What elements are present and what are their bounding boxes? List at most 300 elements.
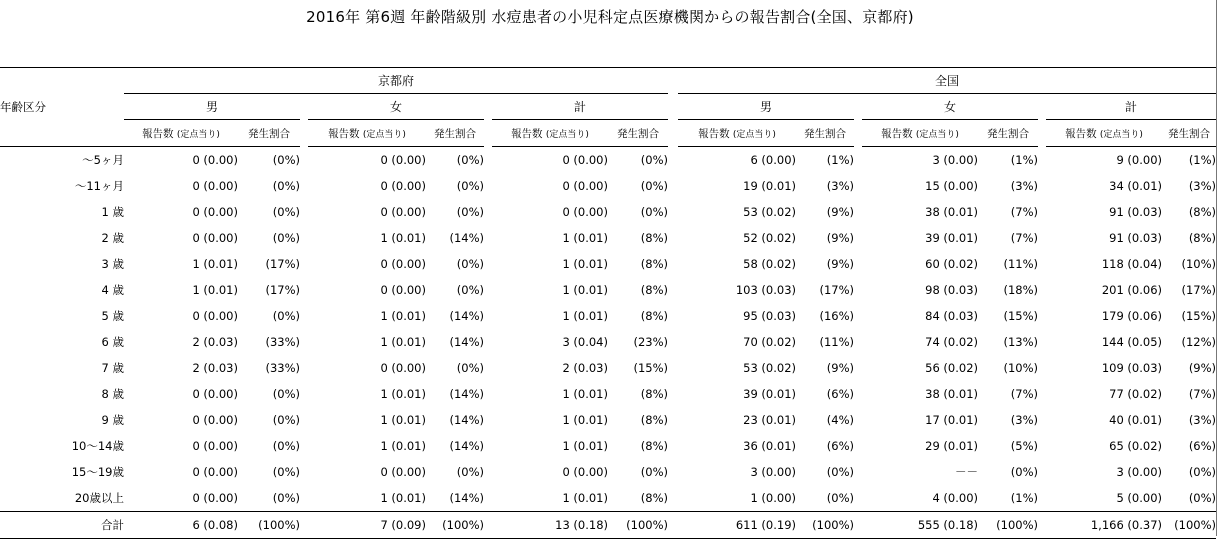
rate-cell: (8%) xyxy=(640,283,669,297)
gap-cell xyxy=(1038,173,1046,199)
gap-cell xyxy=(300,355,308,381)
rate-cell: (17%) xyxy=(819,283,855,297)
count-cell: 91 (0.03) xyxy=(1109,205,1163,219)
count-cell: 2 (0.03) xyxy=(192,335,238,349)
gap-cell xyxy=(300,277,308,303)
rate-cell: (8%) xyxy=(640,413,669,427)
count-cell: 1 (0.01) xyxy=(192,257,238,271)
rate-cell: (15%) xyxy=(633,361,669,375)
rate-cell: (8%) xyxy=(640,309,669,323)
table-row xyxy=(0,225,1216,251)
count-label: 報告数 xyxy=(1065,127,1097,140)
table-row xyxy=(0,433,1216,459)
rate-cell: (9%) xyxy=(826,257,855,271)
count-cell: 555 (0.18) xyxy=(862,512,978,539)
gap-cell xyxy=(1038,120,1046,147)
region-gap xyxy=(668,68,678,94)
rate-cell: (17%) xyxy=(265,257,300,271)
gap-cell xyxy=(668,512,678,539)
gap-cell xyxy=(484,251,492,277)
rate-cell: (14%) xyxy=(449,439,484,453)
table-row xyxy=(0,459,1216,485)
count-cell: 0 (0.00) xyxy=(380,361,426,375)
rate-cell: (9%) xyxy=(826,361,855,375)
rate-cell: (0%) xyxy=(272,387,300,401)
rate-cell: (7%) xyxy=(1010,231,1039,245)
gap-cell xyxy=(300,485,308,512)
rate-cell: (3%) xyxy=(1188,179,1217,193)
gap-cell xyxy=(484,225,492,251)
rate-cell: (0%) xyxy=(1188,465,1217,479)
rate-cell: (100%) xyxy=(426,512,484,539)
gap-cell xyxy=(300,147,308,174)
count-cell: 1 (0.01) xyxy=(562,491,608,505)
gap-cell xyxy=(1038,407,1046,433)
table-row xyxy=(0,485,1216,512)
gap-cell xyxy=(668,94,678,120)
rate-cell: (0%) xyxy=(272,309,300,323)
rate-cell: (16%) xyxy=(819,309,855,323)
age-cell: 20歳以上 xyxy=(74,491,124,505)
gap-cell xyxy=(484,433,492,459)
count-cell: 0 (0.00) xyxy=(192,153,238,167)
gap-cell xyxy=(854,407,862,433)
rate-cell: (11%) xyxy=(819,335,855,349)
age-cell: 合計 xyxy=(0,512,124,539)
sex-header: 男 xyxy=(678,94,854,120)
rate-cell: (9%) xyxy=(826,205,855,219)
table-row xyxy=(0,381,1216,407)
rate-cell: (0%) xyxy=(456,153,484,167)
age-cell: 10～14歳 xyxy=(71,439,124,453)
rate-cell: (18%) xyxy=(1003,283,1039,297)
gap-cell xyxy=(1038,199,1046,225)
count-cell: 0 (0.00) xyxy=(192,439,238,453)
page-title: 2016年 第6週 年齢階級別 水痘患者の小児科定点医療機関からの報告割合(全国、京都府) xyxy=(306,8,914,26)
gap-cell xyxy=(1038,485,1046,512)
rate-column-header: 発生割合 xyxy=(796,120,854,147)
count-cell: 13 (0.18) xyxy=(492,512,608,539)
age-cell: 7 歳 xyxy=(101,361,124,375)
count-cell: 1 (0.01) xyxy=(562,231,608,245)
count-column-header xyxy=(862,120,978,147)
rate-cell: (33%) xyxy=(265,361,300,375)
count-cell: 56 (0.02) xyxy=(925,361,979,375)
gap-cell xyxy=(484,199,492,225)
count-cell: 17 (0.01) xyxy=(925,413,979,427)
rate-cell: (0%) xyxy=(456,257,484,271)
gap-cell xyxy=(668,381,678,407)
rate-cell: (6%) xyxy=(826,387,855,401)
count-cell: 60 (0.02) xyxy=(925,257,979,271)
count-cell: 39 (0.01) xyxy=(743,387,797,401)
table-row xyxy=(0,251,1216,277)
gap-cell xyxy=(300,173,308,199)
gap-cell xyxy=(668,407,678,433)
count-cell: 118 (0.04) xyxy=(1101,257,1163,271)
age-cell: 15～19歳 xyxy=(71,465,124,479)
rate-cell: (7%) xyxy=(1010,205,1039,219)
count-cell: 103 (0.03) xyxy=(735,283,797,297)
count-label: 報告数 xyxy=(142,127,174,140)
gap-cell xyxy=(854,433,862,459)
gap-cell xyxy=(300,199,308,225)
age-cell: 8 歳 xyxy=(101,387,124,401)
count-column-header xyxy=(492,120,608,147)
count-cell: 1 (0.01) xyxy=(562,257,608,271)
gap-cell xyxy=(854,459,862,485)
rate-cell: (0%) xyxy=(640,205,669,219)
rate-cell: (100%) xyxy=(796,512,854,539)
gap-cell xyxy=(300,251,308,277)
rate-cell: (33%) xyxy=(265,335,300,349)
rate-cell: (8%) xyxy=(640,439,669,453)
count-label: 報告数 xyxy=(511,127,543,140)
table-row xyxy=(0,277,1216,303)
age-cell: 1 歳 xyxy=(101,205,124,219)
gap-cell xyxy=(1038,303,1046,329)
count-cell: 0 (0.00) xyxy=(562,465,608,479)
rate-cell: (1%) xyxy=(1188,153,1217,167)
gap-cell xyxy=(668,225,678,251)
count-cell: 1 (0.01) xyxy=(562,283,608,297)
gap-cell xyxy=(300,225,308,251)
per-site-label: (定点当り) xyxy=(915,129,959,140)
gap-cell xyxy=(1038,147,1046,174)
gap-cell xyxy=(300,407,308,433)
gap-cell xyxy=(300,381,308,407)
rate-cell: (0%) xyxy=(640,153,669,167)
gap-cell xyxy=(1038,329,1046,355)
count-cell: 38 (0.01) xyxy=(925,205,979,219)
count-column-header xyxy=(678,120,796,147)
rate-cell: (100%) xyxy=(238,512,300,539)
count-cell: 3 (0.00) xyxy=(1116,465,1163,479)
count-cell: 109 (0.03) xyxy=(1101,361,1163,375)
gap-cell xyxy=(484,147,492,174)
count-cell: 144 (0.05) xyxy=(1101,335,1163,349)
gap-cell xyxy=(300,120,308,147)
count-cell: 74 (0.02) xyxy=(925,335,979,349)
count-cell: 0 (0.00) xyxy=(192,387,238,401)
age-cell: 5 歳 xyxy=(101,309,124,323)
count-cell: 98 (0.03) xyxy=(925,283,979,297)
count-cell: 4 (0.00) xyxy=(932,491,979,505)
count-cell: 1 (0.01) xyxy=(562,387,608,401)
count-cell: 1 (0.01) xyxy=(380,491,426,505)
rate-cell: (17%) xyxy=(265,283,300,297)
header-row-metrics xyxy=(0,120,1216,147)
count-cell: 2 (0.03) xyxy=(562,361,608,375)
rate-cell: (0%) xyxy=(272,153,300,167)
rate-cell: (3%) xyxy=(826,179,855,193)
rate-cell: (0%) xyxy=(456,465,484,479)
age-cell: 6 歳 xyxy=(101,335,124,349)
rate-cell: (100%) xyxy=(608,512,668,539)
count-cell: 201 (0.06) xyxy=(1101,283,1163,297)
count-cell: 0 (0.00) xyxy=(192,465,238,479)
count-cell: 23 (0.01) xyxy=(743,413,797,427)
rate-cell: (0%) xyxy=(272,179,300,193)
count-cell: 38 (0.01) xyxy=(925,387,979,401)
gap-cell xyxy=(300,303,308,329)
rate-cell: (0%) xyxy=(272,491,300,505)
gap-cell xyxy=(668,173,678,199)
gap-cell xyxy=(300,512,308,539)
gap-cell xyxy=(300,459,308,485)
region-header-kyoto: 京都府 xyxy=(124,68,668,94)
sex-header: 男 xyxy=(124,94,300,120)
count-label: 報告数 xyxy=(698,127,730,140)
gap-cell xyxy=(668,303,678,329)
rate-cell: (0%) xyxy=(456,361,484,375)
gap-cell xyxy=(300,94,308,120)
rate-cell: (6%) xyxy=(826,439,855,453)
count-column-header xyxy=(308,120,426,147)
count-cell: 0 (0.00) xyxy=(192,413,238,427)
count-cell: 77 (0.02) xyxy=(1109,387,1163,401)
table-row xyxy=(0,173,1216,199)
gap-cell xyxy=(668,251,678,277)
age-cell: 4 歳 xyxy=(101,283,124,297)
count-cell: 0 (0.00) xyxy=(380,205,426,219)
count-cell: 95 (0.03) xyxy=(743,309,797,323)
count-cell: 3 (0.00) xyxy=(932,153,979,167)
count-cell: 0 (0.00) xyxy=(192,309,238,323)
rate-cell: (10%) xyxy=(1003,361,1039,375)
count-cell: 70 (0.02) xyxy=(743,335,797,349)
rate-cell: (12%) xyxy=(1181,335,1217,349)
age-cell: 2 歳 xyxy=(101,231,124,245)
count-cell: 58 (0.02) xyxy=(743,257,797,271)
count-cell: 179 (0.06) xyxy=(1101,309,1163,323)
count-cell: 1 (0.00) xyxy=(750,491,797,505)
count-cell: 0 (0.00) xyxy=(192,179,238,193)
rate-cell: (1%) xyxy=(1010,491,1039,505)
count-label: 報告数 xyxy=(328,127,360,140)
count-cell: 3 (0.04) xyxy=(562,335,608,349)
count-column-header xyxy=(124,120,238,147)
count-cell: 0 (0.00) xyxy=(380,153,426,167)
count-cell: 1 (0.01) xyxy=(380,439,426,453)
gap-cell xyxy=(300,329,308,355)
header-row-region xyxy=(0,68,1216,94)
gap-cell xyxy=(668,329,678,355)
rate-cell: (3%) xyxy=(1010,413,1039,427)
rate-cell: (0%) xyxy=(272,439,300,453)
count-cell: 0 (0.00) xyxy=(192,491,238,505)
count-cell: 0 (0.00) xyxy=(380,257,426,271)
count-cell: 52 (0.02) xyxy=(743,231,797,245)
per-site-label: (定点当り) xyxy=(545,129,589,140)
rate-cell: (0%) xyxy=(272,205,300,219)
per-site-label: (定点当り) xyxy=(362,129,406,140)
rate-cell: (0%) xyxy=(272,231,300,245)
count-cell: 6 (0.08) xyxy=(124,512,238,539)
count-column-header xyxy=(1046,120,1162,147)
rate-cell: (14%) xyxy=(449,387,484,401)
rate-cell: (13%) xyxy=(1003,335,1039,349)
gap-cell xyxy=(854,355,862,381)
per-site-label: (定点当り) xyxy=(176,129,220,140)
gap-cell xyxy=(854,329,862,355)
rate-cell: (14%) xyxy=(449,413,484,427)
count-cell: 36 (0.01) xyxy=(743,439,797,453)
right-border-rule xyxy=(1216,0,1217,536)
rate-cell: (14%) xyxy=(449,309,484,323)
count-cell: 1 (0.01) xyxy=(380,413,426,427)
table-row xyxy=(0,303,1216,329)
gap-cell xyxy=(484,94,492,120)
report-table xyxy=(0,67,1216,539)
count-cell: 0 (0.00) xyxy=(380,465,426,479)
count-cell: 0 (0.00) xyxy=(380,283,426,297)
region-header-national: 全国 xyxy=(678,68,1216,94)
gap-cell xyxy=(484,459,492,485)
rate-cell: (0%) xyxy=(456,205,484,219)
gap-cell xyxy=(484,407,492,433)
rate-cell: (14%) xyxy=(449,231,484,245)
gap-cell xyxy=(854,199,862,225)
rate-cell: (5%) xyxy=(1010,439,1039,453)
count-cell: 1 (0.01) xyxy=(562,309,608,323)
count-cell: 7 (0.09) xyxy=(308,512,426,539)
rate-cell: (0%) xyxy=(640,465,669,479)
age-cell: ～5ヶ月 xyxy=(82,153,124,167)
gap-cell xyxy=(854,94,862,120)
gap-cell xyxy=(1038,433,1046,459)
per-site-label: (定点当り) xyxy=(732,129,776,140)
count-cell: 611 (0.19) xyxy=(678,512,796,539)
gap-cell xyxy=(854,225,862,251)
rate-cell: (9%) xyxy=(1188,361,1217,375)
table-row xyxy=(0,355,1216,381)
gap-cell xyxy=(668,120,678,147)
count-cell: 1 (0.01) xyxy=(380,387,426,401)
rate-cell: (15%) xyxy=(1181,309,1217,323)
rate-cell: (0%) xyxy=(826,465,855,479)
gap-cell xyxy=(854,485,862,512)
rate-cell: (7%) xyxy=(1010,387,1039,401)
rate-column-header: 発生割合 xyxy=(426,120,484,147)
rate-cell: (8%) xyxy=(1188,205,1217,219)
gap-cell xyxy=(484,120,492,147)
rate-cell: (1%) xyxy=(1010,153,1039,167)
gap-cell xyxy=(1038,251,1046,277)
count-cell: 84 (0.03) xyxy=(925,309,979,323)
gap-cell xyxy=(854,381,862,407)
rate-cell: (23%) xyxy=(633,335,669,349)
rate-column-header: 発生割合 xyxy=(608,120,668,147)
sex-header: 女 xyxy=(862,94,1038,120)
gap-cell xyxy=(668,147,678,174)
count-cell: 1,166 (0.37) xyxy=(1046,512,1162,539)
rate-cell: (0%) xyxy=(640,179,669,193)
count-cell: 5 (0.00) xyxy=(1116,491,1163,505)
count-cell: 0 (0.00) xyxy=(562,153,608,167)
age-cell: 9 歳 xyxy=(101,413,124,427)
gap-cell xyxy=(1038,225,1046,251)
gap-cell xyxy=(854,173,862,199)
gap-cell xyxy=(484,277,492,303)
count-cell: 53 (0.02) xyxy=(743,361,797,375)
age-cell: 3 歳 xyxy=(101,257,124,271)
count-cell: 40 (0.01) xyxy=(1109,413,1163,427)
gap-cell xyxy=(668,459,678,485)
rate-column-header: 発生割合 xyxy=(1162,120,1216,147)
gap-cell xyxy=(854,512,862,539)
count-cell: 0 (0.00) xyxy=(562,205,608,219)
count-cell: 53 (0.02) xyxy=(743,205,797,219)
rate-column-header: 発生割合 xyxy=(238,120,300,147)
count-label: 報告数 xyxy=(881,127,913,140)
count-cell: 1 (0.01) xyxy=(562,413,608,427)
count-cell: 1 (0.01) xyxy=(192,283,238,297)
rate-cell: (8%) xyxy=(1188,231,1217,245)
rate-cell: (17%) xyxy=(1181,283,1217,297)
rate-cell: (9%) xyxy=(826,231,855,245)
gap-cell xyxy=(484,329,492,355)
gap-cell xyxy=(1038,512,1046,539)
gap-cell xyxy=(1038,277,1046,303)
rate-cell: (14%) xyxy=(449,335,484,349)
gap-cell xyxy=(668,355,678,381)
gap-cell xyxy=(854,147,862,174)
header-row-sex xyxy=(0,94,1216,120)
gap-cell xyxy=(854,251,862,277)
count-cell: 0 (0.00) xyxy=(380,179,426,193)
gap-cell xyxy=(484,355,492,381)
gap-cell xyxy=(668,199,678,225)
rate-cell: (0%) xyxy=(272,413,300,427)
gap-cell xyxy=(1038,459,1046,485)
count-cell: 1 (0.01) xyxy=(562,439,608,453)
age-cell: ～11ヶ月 xyxy=(74,179,124,193)
count-cell: 29 (0.01) xyxy=(925,439,979,453)
rate-cell: (6%) xyxy=(1188,439,1217,453)
count-cell: 0 (0.00) xyxy=(562,179,608,193)
rate-cell: (14%) xyxy=(449,491,484,505)
gap-cell xyxy=(1038,381,1046,407)
gap-cell xyxy=(1038,355,1046,381)
gap-cell xyxy=(484,485,492,512)
gap-cell xyxy=(668,277,678,303)
gap-cell xyxy=(484,512,492,539)
total-row xyxy=(0,512,1216,539)
table-row xyxy=(0,329,1216,355)
gap-cell xyxy=(854,277,862,303)
count-cell: 1 (0.01) xyxy=(380,309,426,323)
count-cell: 3 (0.00) xyxy=(750,465,797,479)
gap-cell xyxy=(854,120,862,147)
gap-cell xyxy=(668,485,678,512)
rate-cell: (11%) xyxy=(1003,257,1039,271)
count-cell: 2 (0.03) xyxy=(192,361,238,375)
rate-cell: (0%) xyxy=(456,283,484,297)
count-cell: 0 (0.00) xyxy=(192,231,238,245)
age-column-header: 年齢区分 xyxy=(0,68,124,147)
gap-cell xyxy=(1038,94,1046,120)
gap-cell xyxy=(484,173,492,199)
rate-cell: (3%) xyxy=(1010,179,1039,193)
count-cell: 6 (0.00) xyxy=(750,153,797,167)
count-cell: 9 (0.00) xyxy=(1116,153,1163,167)
count-cell: 34 (0.01) xyxy=(1109,179,1163,193)
rate-cell: (8%) xyxy=(640,231,669,245)
count-cell: 15 (0.00) xyxy=(925,179,979,193)
count-cell: 1 (0.01) xyxy=(380,335,426,349)
rate-cell: (100%) xyxy=(1162,512,1216,539)
